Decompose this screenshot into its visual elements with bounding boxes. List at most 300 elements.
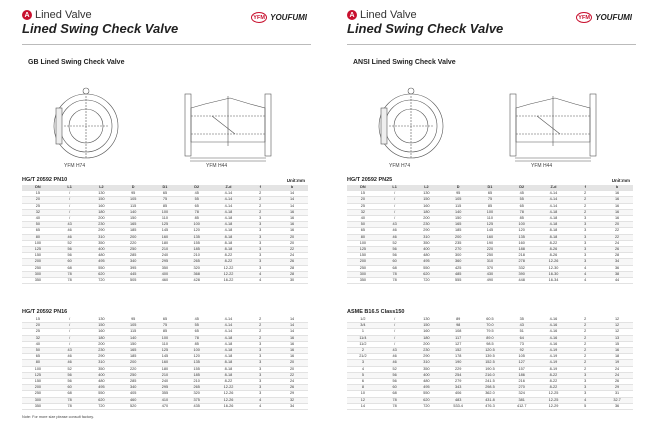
table-cell: 38 xyxy=(601,271,633,277)
table-cell: 16 xyxy=(276,228,308,234)
table-cell: 25 xyxy=(22,329,54,335)
product-title: Lined Swing Check Valve xyxy=(22,21,179,36)
table-cell: 15 xyxy=(601,341,633,347)
table-cell: 150 xyxy=(411,323,443,329)
table-cell: 190 xyxy=(442,360,474,366)
table-cell: 78 xyxy=(379,397,411,403)
table-cell: 12-26 xyxy=(213,391,245,397)
side-view-drawing xyxy=(510,94,596,161)
table-cell: 68 xyxy=(379,265,411,271)
category-title: Lined Valve xyxy=(360,9,417,21)
column-header: b xyxy=(276,185,308,191)
table-cell: 550 xyxy=(411,391,443,397)
table-cell: / xyxy=(379,341,411,347)
table-cell: 65 xyxy=(347,228,379,234)
table-cell: 520 xyxy=(117,403,149,409)
table-cell: 350 xyxy=(411,240,443,246)
table-cell: 4-18 xyxy=(538,216,570,222)
table-cell: 43 xyxy=(54,222,86,228)
table-cell: 70.0 xyxy=(474,323,506,329)
table-cell: 8-26 xyxy=(538,247,570,253)
table-cell: 46 xyxy=(54,234,86,240)
table-cell: 24 xyxy=(601,240,633,246)
table-cell: 43 xyxy=(506,323,538,329)
table-cell: 405 xyxy=(117,391,149,397)
table-cell: 2 xyxy=(244,197,276,203)
column-header: Z-d xyxy=(213,185,245,191)
table-cell: 4-14 xyxy=(538,197,570,203)
table-row xyxy=(347,278,633,284)
table-cell: 332 xyxy=(506,265,538,271)
table-cell: 320 xyxy=(181,391,213,397)
unit-label: Unit:mm xyxy=(286,178,305,183)
table-cell: 230 xyxy=(86,348,118,354)
column-header: b xyxy=(601,185,633,191)
table-cell: 78 xyxy=(379,278,411,284)
table-cell: 20 xyxy=(601,222,633,228)
table-cell: 150 xyxy=(22,379,54,385)
table-cell: 34 xyxy=(601,259,633,265)
table-cell: 110 xyxy=(149,216,181,222)
table-cell: 4-14 xyxy=(538,203,570,209)
table-cell: 350 xyxy=(22,403,54,409)
table-cell: / xyxy=(379,203,411,209)
table-cell: 152 xyxy=(442,348,474,354)
product-title: Lined Swing Check Valve xyxy=(347,21,504,36)
table-cell: 290 xyxy=(86,354,118,360)
table-cell: 68 xyxy=(54,265,86,271)
table-cell: 2 xyxy=(569,341,601,347)
table-cell: 3 xyxy=(569,253,601,259)
table-cell: 45 xyxy=(181,191,213,197)
table-cell: 36 xyxy=(601,265,633,271)
column-header: DN xyxy=(22,185,54,191)
table-cell: 100 xyxy=(149,335,181,341)
table-title: ASME B16.5 Class150 xyxy=(347,309,405,315)
table-cell: 4-18 xyxy=(213,348,245,354)
table-cell: 127 xyxy=(506,360,538,366)
column-header: L2 xyxy=(86,185,118,191)
table-cell: 160 xyxy=(411,329,443,335)
table-cell: 4-18 xyxy=(213,209,245,215)
table-cell: 360 xyxy=(442,259,474,265)
table-cell: / xyxy=(379,329,411,335)
table-cell: 79.5 xyxy=(474,329,506,335)
table-cell: 85 xyxy=(181,341,213,347)
brand-logo xyxy=(251,12,307,23)
table-cell: 4-16 xyxy=(538,323,570,329)
table-cell: 56 xyxy=(54,247,86,253)
table-cell: 80 xyxy=(22,234,54,240)
table-cell: 210 xyxy=(181,379,213,385)
table-cell: 12-30 xyxy=(538,265,570,271)
table-row xyxy=(347,403,633,409)
column-header: D xyxy=(442,185,474,191)
table-cell: 4-19 xyxy=(538,360,570,366)
table-cell: / xyxy=(379,317,411,323)
table-cell: 145 xyxy=(474,228,506,234)
table-cell: 185 xyxy=(181,372,213,378)
table-cell: 46 xyxy=(54,354,86,360)
table-cell: 8 xyxy=(347,385,379,391)
table-cell: 24 xyxy=(601,366,633,372)
table-cell: 78 xyxy=(54,271,86,277)
table-cell: 78 xyxy=(379,403,411,409)
page-header xyxy=(22,9,178,36)
table-cell: 8-18 xyxy=(213,247,245,253)
table-cell: 46 xyxy=(54,228,86,234)
table-cell: 105 xyxy=(117,197,149,203)
table-cell: 44 xyxy=(601,278,633,284)
table-cell: 65 xyxy=(474,191,506,197)
table-cell: 152.5 xyxy=(474,360,506,366)
table-cell: 46 xyxy=(379,228,411,234)
category-badge: A xyxy=(347,10,357,20)
table-cell: 3 xyxy=(244,348,276,354)
column-header: Z-d xyxy=(538,185,570,191)
table-cell: 56 xyxy=(54,379,86,385)
table-cell: 265 xyxy=(181,259,213,265)
table-cell: 100 xyxy=(22,240,54,246)
table-cell: 254 xyxy=(442,372,474,378)
table-cell: 150 xyxy=(411,197,443,203)
drawing-caption: YFM H74 xyxy=(389,163,411,169)
table-cell: 220 xyxy=(117,240,149,246)
table-cell: 16 xyxy=(276,348,308,354)
column-header: f xyxy=(569,185,601,191)
table-cell: 3 xyxy=(569,385,601,391)
table-cell: 720 xyxy=(86,403,118,409)
column-header: f xyxy=(244,185,276,191)
table-cell: 150 xyxy=(442,216,474,222)
table-cell: 65 xyxy=(181,203,213,209)
table-cell: 428 xyxy=(181,278,213,284)
table-cell: 75 xyxy=(474,197,506,203)
table-cell: 4-19 xyxy=(538,354,570,360)
logo-text: YOUFUMI xyxy=(270,13,307,22)
table-cell: 2 xyxy=(569,191,601,197)
table-cell: 190.5 xyxy=(474,366,506,372)
table-cell: 26 xyxy=(601,379,633,385)
table-cell: 300 xyxy=(442,253,474,259)
table-cell: / xyxy=(54,329,86,335)
table-cell: 98.5 xyxy=(474,341,506,347)
table-cell: 200 xyxy=(442,234,474,240)
table-cell: 60.5 xyxy=(474,317,506,323)
table-cell: 200 xyxy=(117,360,149,366)
table-cell: 150 xyxy=(22,253,54,259)
table-cell: 12 xyxy=(601,329,633,335)
logo-mark: YFM xyxy=(251,12,267,23)
table-cell: 80 xyxy=(347,234,379,240)
table-cell: 24 xyxy=(276,379,308,385)
table-cell: 381 xyxy=(506,397,538,403)
table-cell: 22 xyxy=(601,228,633,234)
table-cell: 4-16 xyxy=(538,341,570,347)
table-cell: 8-18 xyxy=(538,234,570,240)
table-cell: 5 xyxy=(569,403,601,409)
table-cell: 24 xyxy=(276,253,308,259)
table-cell: 60 xyxy=(379,259,411,265)
page-header xyxy=(347,9,503,36)
table-cell: 115 xyxy=(117,329,149,335)
table-cell: 448 xyxy=(506,278,538,284)
table-cell: / xyxy=(54,216,86,222)
valve-drawings xyxy=(40,86,300,162)
table-cell: 310 xyxy=(86,234,118,240)
table-cell: / xyxy=(54,209,86,215)
table-cell: 555 xyxy=(442,278,474,284)
table-cell: 720 xyxy=(86,278,118,284)
table-cell: 26 xyxy=(276,259,308,265)
table-cell: 45 xyxy=(506,191,538,197)
table-cell: 265 xyxy=(181,385,213,391)
column-header: DN xyxy=(347,185,379,191)
table-cell: 230 xyxy=(411,348,443,354)
table-title: HG/T 20592 PN25 xyxy=(347,177,393,183)
table-cell: 278 xyxy=(506,259,538,265)
table-cell: 26 xyxy=(276,385,308,391)
table-cell: 78 xyxy=(506,209,538,215)
table-cell: 95 xyxy=(442,191,474,197)
column-header: D1 xyxy=(474,185,506,191)
table-cell: 75 xyxy=(149,197,181,203)
table-cell: 235 xyxy=(442,240,474,246)
table-cell: 355 xyxy=(149,391,181,397)
table-cell: 25 xyxy=(22,203,54,209)
table-cell: 4-18 xyxy=(538,209,570,215)
table-cell: 125 xyxy=(22,247,54,253)
table-cell: 60 xyxy=(54,385,86,391)
table-cell: 145 xyxy=(149,228,181,234)
table-cell: 4 xyxy=(569,271,601,277)
table-cell: 40 xyxy=(22,216,54,222)
table-cell: 495 xyxy=(86,259,118,265)
table-cell: 20 xyxy=(22,197,54,203)
table-cell: 60 xyxy=(54,259,86,265)
table-cell: 425 xyxy=(442,265,474,271)
table-cell: 4-16 xyxy=(538,335,570,341)
table-cell: 3 xyxy=(569,234,601,240)
table-cell: 28 xyxy=(276,265,308,271)
table-cell: 16-30 xyxy=(538,271,570,277)
table-cell: 29 xyxy=(601,385,633,391)
table-cell: / xyxy=(379,335,411,341)
table-cell: 85 xyxy=(506,216,538,222)
table-cell: 56 xyxy=(54,372,86,378)
table-cell: 78 xyxy=(54,403,86,409)
table-cell: 25 xyxy=(347,203,379,209)
table-row xyxy=(22,278,308,284)
logo-mark: YFM xyxy=(576,12,592,23)
table-cell: 2 xyxy=(244,191,276,197)
table-cell: 35 xyxy=(506,317,538,323)
brand-logo xyxy=(576,12,632,23)
table-cell: 240 xyxy=(149,379,181,385)
table-cell: 483 xyxy=(442,397,474,403)
table-cell: 3 xyxy=(244,234,276,240)
table-cell: 16 xyxy=(601,203,633,209)
table-cell: 56 xyxy=(379,247,411,253)
table-cell: 4-18 xyxy=(213,341,245,347)
table-cell: 92 xyxy=(506,348,538,354)
header-rule xyxy=(22,44,311,45)
table-cell: 210 xyxy=(149,372,181,378)
table-cell: 52 xyxy=(379,240,411,246)
table-cell: 78 xyxy=(54,278,86,284)
table-cell: 4 xyxy=(569,265,601,271)
table-cell: 1 xyxy=(347,329,379,335)
table-cell: 350 xyxy=(149,265,181,271)
table-cell: 3 xyxy=(244,259,276,265)
table-cell: 400 xyxy=(86,372,118,378)
table-cell: 505 xyxy=(117,278,149,284)
table-cell: 120 xyxy=(506,228,538,234)
table-cell: 100 xyxy=(347,240,379,246)
table-cell: 185 xyxy=(117,354,149,360)
table-cell: 3/4 xyxy=(347,323,379,329)
table-cell: 180 xyxy=(86,209,118,215)
table-cell: 46 xyxy=(379,234,411,240)
table-cell: 40 xyxy=(22,341,54,347)
spec-table xyxy=(347,317,633,410)
table-cell: 4-16 xyxy=(538,317,570,323)
table-cell: / xyxy=(54,197,86,203)
table-cell: 8-18 xyxy=(213,240,245,246)
table-cell: 340 xyxy=(117,385,149,391)
table-cell: 14 xyxy=(276,191,308,197)
table-cell: 3 xyxy=(569,228,601,234)
table-cell: 78 xyxy=(181,335,213,341)
table-cell: 3 xyxy=(244,354,276,360)
table-cell: 56 xyxy=(379,253,411,259)
table-cell: 4-16 xyxy=(538,329,570,335)
table-cell: 68 xyxy=(54,391,86,397)
table-cell: 8-22 xyxy=(213,379,245,385)
table-cell: 460 xyxy=(117,397,149,403)
table-cell: 230 xyxy=(411,222,443,228)
table-cell: / xyxy=(54,335,86,341)
table-cell: 3 xyxy=(244,360,276,366)
table-cell: 150 xyxy=(86,323,118,329)
table-cell: 160 xyxy=(86,203,118,209)
table-cell: 65 xyxy=(181,329,213,335)
table-cell: 75 xyxy=(149,323,181,329)
table-cell: 4-14 xyxy=(213,203,245,209)
table-cell: 130 xyxy=(86,317,118,323)
table-cell: 285 xyxy=(117,379,149,385)
table-cell: 3 xyxy=(244,253,276,259)
table-cell: / xyxy=(54,317,86,323)
table-cell: 34 xyxy=(276,403,308,409)
table-cell: 10 xyxy=(347,391,379,397)
table-cell: 216 xyxy=(506,379,538,385)
table-cell: 4-18 xyxy=(213,228,245,234)
table-cell: 43 xyxy=(54,348,86,354)
table-cell: 32 xyxy=(22,209,54,215)
table-cell: 8-22 xyxy=(538,385,570,391)
table-cell: 435 xyxy=(181,403,213,409)
table-cell: 230 xyxy=(86,222,118,228)
column-header: L2 xyxy=(411,185,443,191)
table-cell: 30 xyxy=(276,278,308,284)
table-cell: 350 xyxy=(86,366,118,372)
table-cell: 460 xyxy=(149,278,181,284)
table-cell: 24 xyxy=(601,372,633,378)
table-cell: 29 xyxy=(276,391,308,397)
table-cell: 270 xyxy=(506,385,538,391)
table-cell: 115 xyxy=(117,203,149,209)
table-cell: / xyxy=(54,203,86,209)
table-cell: 480 xyxy=(86,253,118,259)
table-cell: 85 xyxy=(474,203,506,209)
table-body xyxy=(347,191,633,284)
table-cell: 15 xyxy=(347,191,379,197)
table-cell: 180 xyxy=(411,335,443,341)
category-badge: A xyxy=(22,10,32,20)
table-cell: 8-22 xyxy=(538,240,570,246)
table-cell: 720 xyxy=(411,278,443,284)
header-rule xyxy=(347,44,636,45)
table-cell: 120.5 xyxy=(474,348,506,354)
table-cell: / xyxy=(54,191,86,197)
table-cell: 16 xyxy=(276,216,308,222)
table-cell: 135 xyxy=(181,360,213,366)
table-cell: 43 xyxy=(379,348,411,354)
table-cell: 85 xyxy=(149,203,181,209)
table-cell: 186 xyxy=(506,372,538,378)
table-cell: 160 xyxy=(506,240,538,246)
table-cell: 3 xyxy=(347,360,379,366)
table-cell: 2 xyxy=(569,329,601,335)
table-cell: 3 xyxy=(244,240,276,246)
table-cell: 185 xyxy=(117,228,149,234)
table-cell: 12-26 xyxy=(213,397,245,403)
unit-label: Unit:mm xyxy=(611,178,630,183)
table-cell: 51 xyxy=(506,329,538,335)
table-cell: 279 xyxy=(442,379,474,385)
table-cell: 310 xyxy=(411,360,443,366)
table-cell: 350 xyxy=(411,366,443,372)
table-cell: 127 xyxy=(442,341,474,347)
table-cell: 2 xyxy=(569,354,601,360)
table-cell: 78 xyxy=(379,271,411,277)
table-cell: 55 xyxy=(181,197,213,203)
table-cell: 120 xyxy=(181,354,213,360)
table-cell: 125 xyxy=(149,222,181,228)
table-cell: 2 xyxy=(569,366,601,372)
table-cell: 165 xyxy=(117,348,149,354)
table-cell: 125 xyxy=(149,348,181,354)
table-cell: 32 xyxy=(276,397,308,403)
table-cell: 620 xyxy=(411,397,443,403)
table-cell: 550 xyxy=(411,265,443,271)
table-cell: / xyxy=(379,191,411,197)
table-cell: 220 xyxy=(117,366,149,372)
table-cell: 135 xyxy=(506,234,538,240)
table-cell: 210 xyxy=(181,253,213,259)
table-cell: 105 xyxy=(506,354,538,360)
table-cell: 310 xyxy=(411,234,443,240)
table-cell: 12-22 xyxy=(213,271,245,277)
table-cell: 720 xyxy=(411,403,443,409)
table-cell: 89 xyxy=(442,317,474,323)
table-cell: 125 xyxy=(22,372,54,378)
table-cell: 8-22 xyxy=(538,372,570,378)
table-cell: 310 xyxy=(86,360,118,366)
table-cell: 480 xyxy=(411,379,443,385)
table-cell: 8-22 xyxy=(213,253,245,259)
